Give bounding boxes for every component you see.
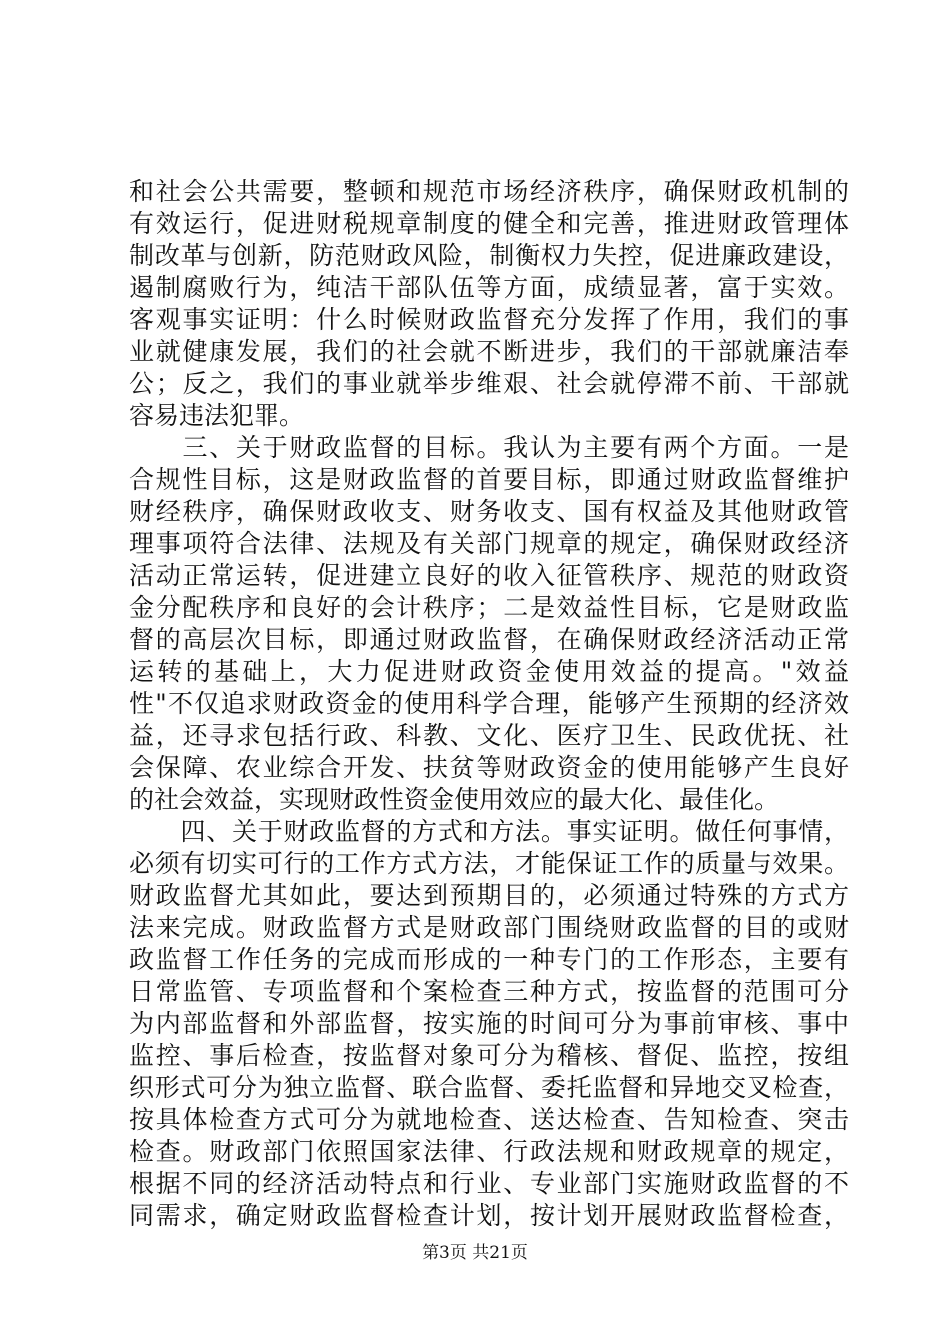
- text-line: 四、关于财政监督的方式和方法。事实证明。做任何事情，: [129, 817, 849, 846]
- text-line: 政监督工作任务的完成而形成的一种专门的工作形态，主要有: [129, 945, 849, 974]
- text-line: 会保障、农业综合开发、扶贫等财政资金的使用能够产生良好: [129, 753, 849, 782]
- text-line: 督的高层次目标，即通过财政监督，在确保财政经济活动正常: [129, 625, 849, 654]
- text-line: 为内部监督和外部监督，按实施的时间可分为事前审核、事中: [129, 1009, 849, 1038]
- page-footer: 第3页 共21页: [422, 1243, 528, 1263]
- body-text: [129, 176, 849, 1232]
- text-line: 益，还寻求包括行政、科教、文化、医疗卫生、民政优抚、社: [129, 721, 849, 750]
- text-line: 业就健康发展，我们的社会就不断进步，我们的干部就廉洁奉: [129, 337, 849, 366]
- text-line: 运转的基础上，大力促进财政资金使用效益的提高。"效益: [129, 657, 849, 686]
- text-line: 遏制腐败行为，纯洁干部队伍等方面，成绩显著，富于实效。: [129, 273, 849, 302]
- text-line: 财政监督尤其如此，要达到预期目的，必须通过特殊的方式方: [129, 881, 849, 910]
- text-line: 和社会公共需要，整顿和规范市场经济秩序，确保财政机制的: [129, 177, 849, 206]
- text-line: 按具体检查方式可分为就地检查、送达检查、告知检查、突击: [129, 1105, 849, 1134]
- text-line: 必须有切实可行的工作方式方法，才能保证工作的质量与效果。: [129, 849, 849, 878]
- text-line: 财经秩序，确保财政收支、财务收支、国有权益及其他财政管: [129, 497, 849, 526]
- text-line: 有效运行，促进财税规章制度的健全和完善，推进财政管理体: [129, 209, 849, 238]
- text-line: 性"不仅追求财政资金的使用科学合理，能够产生预期的经济效: [129, 689, 849, 718]
- text-line: 容易违法犯罪。: [129, 401, 305, 430]
- text-line: 理事项符合法律、法规及有关部门规章的规定，确保财政经济: [129, 529, 849, 558]
- text-line: 的社会效益，实现财政性资金使用效应的最大化、最佳化。: [129, 785, 780, 814]
- text-line: 日常监管、专项监督和个案检查三种方式，按监督的范围可分: [129, 977, 849, 1006]
- text-line: 三、关于财政监督的目标。我认为主要有两个方面。一是: [129, 433, 849, 462]
- text-line: 同需求，确定财政监督检查计划，按计划开展财政监督检查，: [129, 1201, 849, 1230]
- text-line: 织形式可分为独立监督、联合监督、委托监督和异地交叉检查，: [129, 1073, 849, 1102]
- text-line: 制改革与创新，防范财政风险，制衡权力失控，促进廉政建设，: [129, 241, 849, 270]
- text-line: 公；反之，我们的事业就举步维艰、社会就停滞不前、干部就: [129, 369, 849, 398]
- text-line: 客观事实证明：什么时候财政监督充分发挥了作用，我们的事: [129, 305, 849, 334]
- text-line: 监控、事后检查，按监督对象可分为稽核、督促、监控，按组: [129, 1041, 849, 1070]
- text-line: 金分配秩序和良好的会计秩序；二是效益性目标，它是财政监: [129, 593, 849, 622]
- text-line: 根据不同的经济活动特点和行业、专业部门实施财政监督的不: [129, 1169, 849, 1198]
- text-line: 合规性目标，这是财政监督的首要目标，即通过财政监督维护: [129, 465, 849, 494]
- text-line: 法来完成。财政监督方式是财政部门围绕财政监督的目的或财: [129, 913, 849, 942]
- text-line: 活动正常运转，促进建立良好的收入征管秩序、规范的财政资: [129, 561, 849, 590]
- text-line: 检查。财政部门依照国家法律、行政法规和财政规章的规定，: [129, 1137, 849, 1166]
